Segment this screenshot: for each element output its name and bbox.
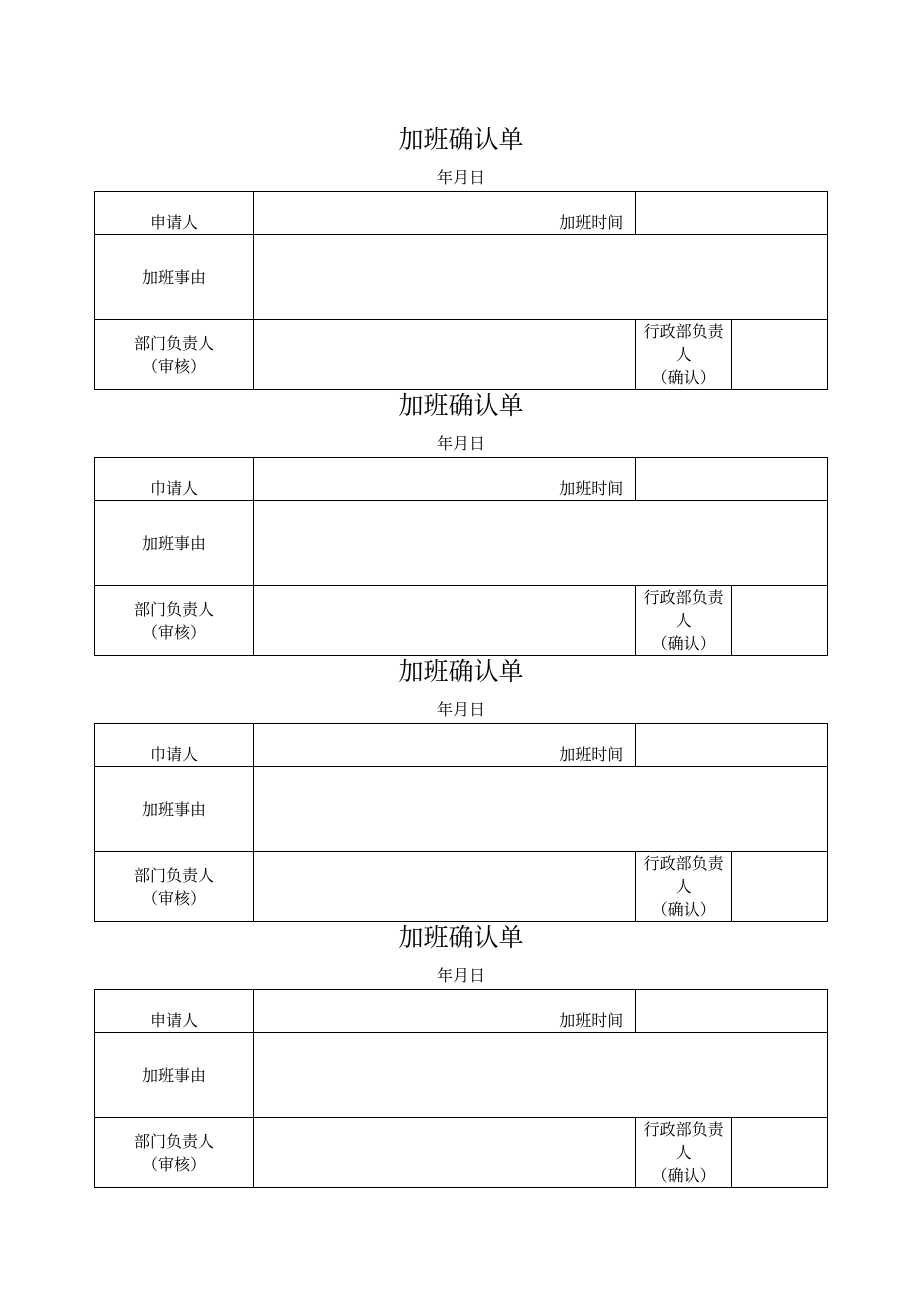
form-table xyxy=(94,723,828,922)
dept-head-title: 部门负责人 xyxy=(134,865,215,885)
admin-head-note: （确认） xyxy=(651,368,716,387)
form-title: 加班确认单 xyxy=(398,923,524,952)
dept-head-field[interactable] xyxy=(254,320,636,390)
dept-head-note: （审核） xyxy=(142,356,207,376)
admin-head-label xyxy=(636,852,732,922)
overtime-time-label: 加班时间 xyxy=(254,192,636,235)
dept-head-field[interactable] xyxy=(254,852,636,922)
form-table xyxy=(94,191,828,390)
overtime-time-label: 加班时间 xyxy=(254,724,636,767)
dept-head-label xyxy=(95,586,254,656)
admin-head-label xyxy=(636,586,732,656)
admin-head-field[interactable] xyxy=(732,1118,828,1188)
dept-head-title: 部门负责人 xyxy=(134,333,215,353)
form-table xyxy=(94,457,828,656)
overtime-time-label: 加班时间 xyxy=(254,458,636,501)
reason-label: 加班事由 xyxy=(95,767,254,852)
admin-head-label xyxy=(636,1118,732,1188)
form-date: 年月日 xyxy=(436,700,485,719)
reason-field[interactable] xyxy=(254,1033,828,1118)
dept-head-label xyxy=(95,852,254,922)
dept-head-label xyxy=(95,1118,254,1188)
admin-head-note: （确认） xyxy=(651,900,716,919)
applicant-label: 申请人 xyxy=(95,192,254,235)
dept-head-field[interactable] xyxy=(254,586,636,656)
form-table xyxy=(94,989,828,1188)
form-title: 加班确认单 xyxy=(398,125,524,154)
dept-head-note: （审核） xyxy=(142,622,207,642)
form-date: 年月日 xyxy=(436,168,485,187)
admin-head-title: 行政部负责人 xyxy=(643,588,724,630)
reason-field[interactable] xyxy=(254,767,828,852)
admin-head-field[interactable] xyxy=(732,586,828,656)
applicant-label: 巾请人 xyxy=(95,458,254,501)
dept-head-note: （审核） xyxy=(142,1154,207,1174)
overtime-time-label: 加班时间 xyxy=(254,990,636,1033)
dept-head-label xyxy=(95,320,254,390)
admin-head-field[interactable] xyxy=(732,320,828,390)
reason-label: 加班事由 xyxy=(95,1033,254,1118)
admin-head-note: （确认） xyxy=(651,1166,716,1185)
admin-head-label xyxy=(636,320,732,390)
applicant-label: 巾请人 xyxy=(95,724,254,767)
form-title: 加班确认单 xyxy=(398,657,524,686)
overtime-time-field[interactable] xyxy=(636,990,828,1033)
dept-head-title: 部门负责人 xyxy=(134,1131,215,1151)
admin-head-title: 行政部负责人 xyxy=(643,322,724,364)
admin-head-title: 行政部负责人 xyxy=(643,854,724,896)
overtime-time-field[interactable] xyxy=(636,724,828,767)
admin-head-field[interactable] xyxy=(732,852,828,922)
dept-head-note: （审核） xyxy=(142,888,207,908)
admin-head-title: 行政部负责人 xyxy=(643,1120,724,1162)
dept-head-field[interactable] xyxy=(254,1118,636,1188)
overtime-time-field[interactable] xyxy=(636,192,828,235)
reason-label: 加班事由 xyxy=(95,501,254,586)
form-date: 年月日 xyxy=(436,966,485,985)
dept-head-title: 部门负责人 xyxy=(134,599,215,619)
admin-head-note: （确认） xyxy=(651,634,716,653)
reason-field[interactable] xyxy=(254,235,828,320)
applicant-label: 申请人 xyxy=(95,990,254,1033)
reason-field[interactable] xyxy=(254,501,828,586)
form-title: 加班确认单 xyxy=(398,391,524,420)
overtime-time-field[interactable] xyxy=(636,458,828,501)
form-date: 年月日 xyxy=(436,434,485,453)
reason-label: 加班事由 xyxy=(95,235,254,320)
